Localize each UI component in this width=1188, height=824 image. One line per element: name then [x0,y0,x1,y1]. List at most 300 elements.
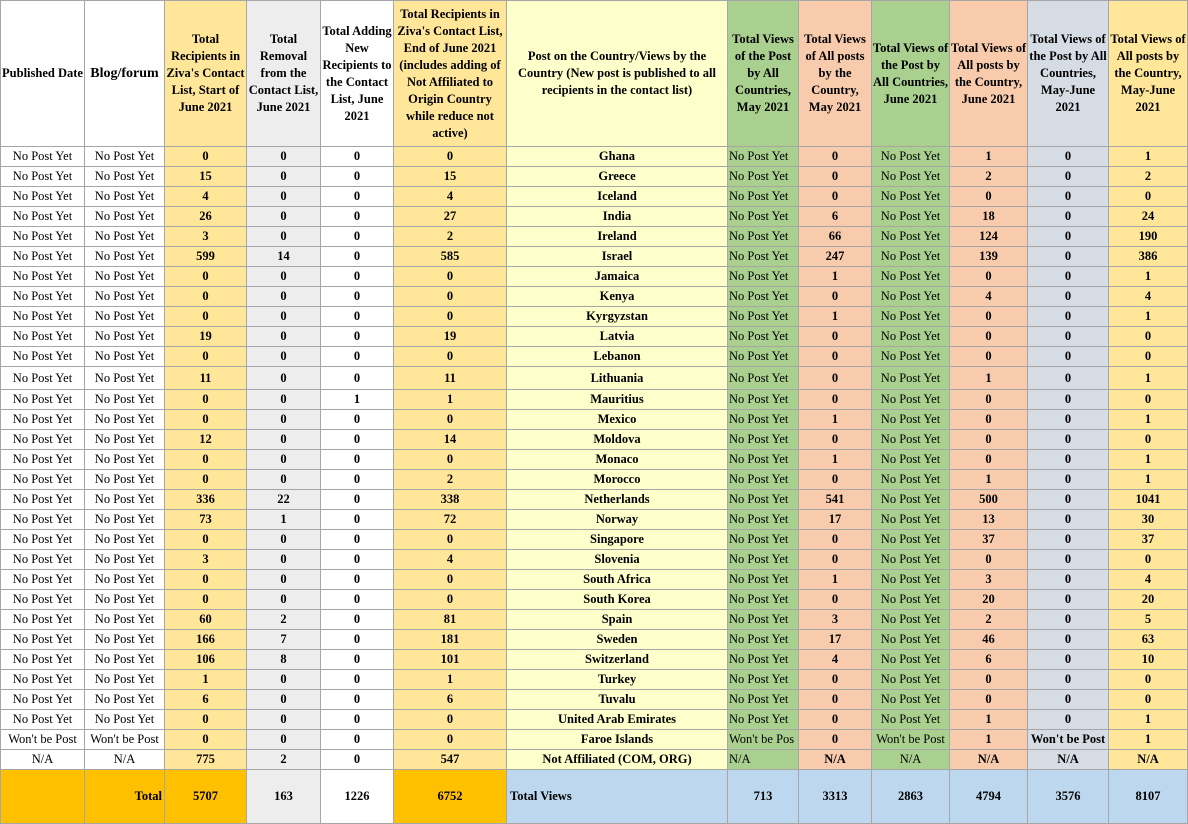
cell-views-post-mayjune: 0 [1028,267,1109,287]
cell-views-post-june: No Post Yet [872,630,950,650]
cell-views-all-mayjune: 1 [1109,410,1188,430]
cell-adding: 0 [321,410,394,430]
cell-country: Jamaica [507,267,728,287]
cell-blog-forum: No Post Yet [85,227,165,247]
cell-recipients-end: 101 [394,650,507,670]
table-row [1,470,1188,490]
header-removal: Total Removal from the Contact List, June 2021 [247,1,321,147]
cell-recipients-end: 0 [394,410,507,430]
cell-published-date: No Post Yet [1,430,85,450]
table-row [1,650,1188,670]
cell-views-post-june: No Post Yet [872,410,950,430]
cell-recipients-end: 0 [394,730,507,750]
cell-recipients-start: 0 [165,390,247,410]
cell-removal: 0 [247,187,321,207]
cell-views-all-june: 0 [950,187,1028,207]
cell-adding: 0 [321,287,394,307]
table-row [1,610,1188,630]
cell-adding: 0 [321,510,394,530]
table-row [1,167,1188,187]
table-row [1,147,1188,167]
cell-views-post-mayjune: 0 [1028,147,1109,167]
cell-views-all-mayjune: 0 [1109,187,1188,207]
cell-published-date: No Post Yet [1,510,85,530]
cell-views-all-mayjune: 1 [1109,307,1188,327]
cell-adding: 0 [321,570,394,590]
cell-country: Netherlands [507,490,728,510]
cell-recipients-end: 14 [394,430,507,450]
cell-blog-forum: No Post Yet [85,207,165,227]
cell-views-post-may: No Post Yet [728,327,799,347]
cell-recipients-start: 0 [165,450,247,470]
total-empty-cell [1,770,85,824]
cell-published-date: No Post Yet [1,690,85,710]
cell-views-all-mayjune: 0 [1109,347,1188,367]
cell-views-all-may: 66 [799,227,872,247]
header-recipients-start: Total Recipients in Ziva's Contact List, Start of June 2021 [165,1,247,147]
total-views-all-june: 4794 [950,770,1028,824]
cell-recipients-end: 547 [394,750,507,770]
cell-views-all-mayjune: 20 [1109,590,1188,610]
table-row [1,510,1188,530]
cell-views-post-may: No Post Yet [728,510,799,530]
cell-views-all-mayjune: 1 [1109,450,1188,470]
cell-recipients-end: 11 [394,367,507,390]
cell-views-post-june: No Post Yet [872,670,950,690]
cell-blog-forum: No Post Yet [85,670,165,690]
cell-views-all-mayjune: 1 [1109,267,1188,287]
cell-views-all-june: 6 [950,650,1028,670]
cell-views-all-mayjune: 4 [1109,570,1188,590]
cell-published-date: No Post Yet [1,227,85,247]
cell-removal: 0 [247,430,321,450]
cell-views-post-june: No Post Yet [872,610,950,630]
cell-published-date: No Post Yet [1,530,85,550]
cell-views-all-june: 0 [950,267,1028,287]
cell-blog-forum: No Post Yet [85,347,165,367]
cell-published-date: No Post Yet [1,490,85,510]
cell-views-post-mayjune: 0 [1028,187,1109,207]
cell-removal: 0 [247,670,321,690]
cell-views-all-may: 0 [799,430,872,450]
table-row [1,367,1188,390]
cell-views-post-may: No Post Yet [728,307,799,327]
cell-views-all-june: 0 [950,390,1028,410]
cell-views-all-june: 0 [950,327,1028,347]
cell-adding: 0 [321,470,394,490]
cell-country: Greece [507,167,728,187]
cell-recipients-start: 0 [165,347,247,367]
cell-views-post-mayjune: 0 [1028,570,1109,590]
cell-country: Ghana [507,147,728,167]
cell-country: Iceland [507,187,728,207]
cell-views-all-may: 0 [799,670,872,690]
cell-recipients-end: 181 [394,630,507,650]
cell-views-post-may: No Post Yet [728,390,799,410]
cell-country: Ireland [507,227,728,247]
cell-views-post-may: No Post Yet [728,147,799,167]
cell-views-post-may: Won't be Pos [728,730,799,750]
header-row [1,1,1188,147]
cell-views-all-mayjune: 0 [1109,430,1188,450]
cell-recipients-start: 0 [165,710,247,730]
cell-views-all-june: 3 [950,570,1028,590]
cell-recipients-end: 0 [394,590,507,610]
cell-removal: 22 [247,490,321,510]
cell-views-post-june: No Post Yet [872,327,950,347]
table-row [1,287,1188,307]
cell-recipients-end: 0 [394,307,507,327]
table-row [1,710,1188,730]
cell-blog-forum: No Post Yet [85,470,165,490]
cell-adding: 0 [321,367,394,390]
cell-views-all-may: 0 [799,530,872,550]
cell-views-post-mayjune: 0 [1028,610,1109,630]
cell-views-post-may: No Post Yet [728,430,799,450]
cell-blog-forum: N/A [85,750,165,770]
cell-adding: 0 [321,650,394,670]
cell-recipients-start: 15 [165,167,247,187]
cell-views-post-june: No Post Yet [872,287,950,307]
cell-views-post-mayjune: 0 [1028,167,1109,187]
cell-removal: 0 [247,690,321,710]
cell-recipients-end: 0 [394,530,507,550]
cell-recipients-end: 0 [394,267,507,287]
cell-removal: 14 [247,247,321,267]
cell-views-all-june: 0 [950,550,1028,570]
cell-published-date: No Post Yet [1,167,85,187]
table-row [1,430,1188,450]
cell-recipients-start: 166 [165,630,247,650]
cell-country: Spain [507,610,728,630]
cell-removal: 8 [247,650,321,670]
total-label: Total [85,770,165,824]
cell-published-date: No Post Yet [1,147,85,167]
cell-views-post-june: No Post Yet [872,390,950,410]
cell-views-all-may: 0 [799,730,872,750]
cell-adding: 0 [321,590,394,610]
cell-views-all-mayjune: 0 [1109,390,1188,410]
cell-country: Not Affiliated (COM, ORG) [507,750,728,770]
cell-recipients-start: 0 [165,287,247,307]
cell-views-post-june: No Post Yet [872,490,950,510]
cell-views-all-mayjune: 0 [1109,670,1188,690]
cell-views-all-may: 0 [799,590,872,610]
cell-views-all-may: 0 [799,347,872,367]
table-row [1,490,1188,510]
cell-removal: 0 [247,227,321,247]
cell-published-date: No Post Yet [1,187,85,207]
cell-views-all-may: 1 [799,267,872,287]
cell-adding: 0 [321,530,394,550]
cell-country: Moldova [507,430,728,450]
cell-views-post-may: No Post Yet [728,207,799,227]
cell-views-post-june: No Post Yet [872,570,950,590]
cell-country: South Africa [507,570,728,590]
cell-removal: 0 [247,390,321,410]
table-row [1,327,1188,347]
cell-recipients-start: 11 [165,367,247,390]
cell-removal: 0 [247,207,321,227]
cell-views-post-mayjune: Won't be Post [1028,730,1109,750]
cell-adding: 0 [321,450,394,470]
cell-views-post-june: No Post Yet [872,450,950,470]
cell-adding: 0 [321,207,394,227]
cell-views-all-june: 124 [950,227,1028,247]
cell-views-post-may: No Post Yet [728,470,799,490]
cell-country: Monaco [507,450,728,470]
cell-published-date: No Post Yet [1,570,85,590]
cell-views-post-mayjune: 0 [1028,590,1109,610]
cell-blog-forum: No Post Yet [85,367,165,390]
cell-adding: 0 [321,227,394,247]
cell-views-all-june: 46 [950,630,1028,650]
cell-views-post-mayjune: 0 [1028,347,1109,367]
header-views-all-may: Total Views of All posts by the Country, May 2021 [799,1,872,147]
cell-views-all-june: 20 [950,590,1028,610]
cell-removal: 0 [247,710,321,730]
cell-views-post-june: No Post Yet [872,430,950,450]
cell-views-post-mayjune: 0 [1028,430,1109,450]
cell-views-post-june: No Post Yet [872,247,950,267]
cell-views-all-may: N/A [799,750,872,770]
cell-views-post-june: No Post Yet [872,530,950,550]
total-views-all-mayjune: 8107 [1109,770,1188,824]
cell-views-post-june: N/A [872,750,950,770]
cell-views-post-june: No Post Yet [872,307,950,327]
cell-published-date: No Post Yet [1,347,85,367]
cell-country: Faroe Islands [507,730,728,750]
cell-adding: 0 [321,750,394,770]
cell-recipients-start: 3 [165,550,247,570]
cell-views-post-may: No Post Yet [728,267,799,287]
total-removal: 163 [247,770,321,824]
cell-views-post-may: No Post Yet [728,650,799,670]
cell-views-all-mayjune: N/A [1109,750,1188,770]
cell-views-all-june: 0 [950,670,1028,690]
cell-views-post-mayjune: 0 [1028,630,1109,650]
cell-views-post-june: Won't be Post [872,730,950,750]
total-recipients-end: 6752 [394,770,507,824]
cell-views-post-may: No Post Yet [728,247,799,267]
cell-blog-forum: No Post Yet [85,167,165,187]
cell-views-post-may: No Post Yet [728,410,799,430]
cell-adding: 0 [321,550,394,570]
cell-removal: 7 [247,630,321,650]
cell-views-all-june: 1 [950,367,1028,390]
cell-adding: 0 [321,610,394,630]
cell-recipients-start: 0 [165,307,247,327]
cell-views-all-may: 0 [799,187,872,207]
cell-country: Switzerland [507,650,728,670]
cell-blog-forum: No Post Yet [85,430,165,450]
cell-recipients-start: 0 [165,530,247,550]
cell-country: Morocco [507,470,728,490]
cell-recipients-start: 0 [165,267,247,287]
cell-views-post-june: No Post Yet [872,187,950,207]
cell-views-all-may: 541 [799,490,872,510]
cell-views-all-june: 1 [950,730,1028,750]
table-row [1,390,1188,410]
cell-views-all-may: 1 [799,307,872,327]
cell-recipients-start: 12 [165,430,247,450]
cell-recipients-end: 338 [394,490,507,510]
cell-removal: 0 [247,730,321,750]
cell-country: Kenya [507,287,728,307]
cell-views-post-june: No Post Yet [872,267,950,287]
cell-blog-forum: No Post Yet [85,510,165,530]
cell-views-all-june: 1 [950,147,1028,167]
cell-views-post-may: No Post Yet [728,227,799,247]
cell-blog-forum: No Post Yet [85,390,165,410]
cell-removal: 0 [247,570,321,590]
cell-views-post-june: No Post Yet [872,710,950,730]
cell-adding: 0 [321,167,394,187]
cell-views-all-mayjune: 386 [1109,247,1188,267]
cell-views-all-june: 0 [950,690,1028,710]
cell-adding: 0 [321,490,394,510]
cell-views-post-mayjune: 0 [1028,287,1109,307]
cell-blog-forum: No Post Yet [85,267,165,287]
cell-views-post-mayjune: 0 [1028,710,1109,730]
cell-views-all-mayjune: 0 [1109,327,1188,347]
cell-views-post-mayjune: 0 [1028,530,1109,550]
cell-blog-forum: No Post Yet [85,530,165,550]
cell-recipients-end: 0 [394,147,507,167]
cell-blog-forum: No Post Yet [85,247,165,267]
cell-recipients-start: 0 [165,590,247,610]
cell-recipients-end: 81 [394,610,507,630]
cell-views-all-mayjune: 190 [1109,227,1188,247]
cell-adding: 0 [321,690,394,710]
table-row [1,347,1188,367]
header-published-date: Published Date [1,1,85,147]
cell-adding: 0 [321,247,394,267]
cell-recipients-start: 60 [165,610,247,630]
table-body [1,147,1188,770]
cell-recipients-end: 27 [394,207,507,227]
cell-views-post-mayjune: 0 [1028,390,1109,410]
cell-blog-forum: No Post Yet [85,610,165,630]
cell-country: Turkey [507,670,728,690]
cell-views-post-may: No Post Yet [728,187,799,207]
total-views-post-june: 2863 [872,770,950,824]
cell-views-post-may: No Post Yet [728,450,799,470]
cell-views-all-may: 0 [799,390,872,410]
cell-adding: 0 [321,307,394,327]
cell-views-all-may: 17 [799,510,872,530]
cell-views-all-may: 0 [799,710,872,730]
cell-views-all-mayjune: 1041 [1109,490,1188,510]
cell-removal: 2 [247,750,321,770]
cell-published-date: No Post Yet [1,610,85,630]
cell-blog-forum: No Post Yet [85,590,165,610]
cell-views-all-mayjune: 2 [1109,167,1188,187]
cell-removal: 0 [247,367,321,390]
cell-adding: 0 [321,147,394,167]
cell-published-date: No Post Yet [1,307,85,327]
total-views-label: Total Views [507,770,728,824]
total-views-all-may: 3313 [799,770,872,824]
cell-recipients-end: 585 [394,247,507,267]
header-views-all-mayjune: Total Views of All posts by the Country, May-June 2021 [1109,1,1188,147]
cell-views-all-may: 0 [799,167,872,187]
table-row [1,590,1188,610]
cell-views-all-may: 0 [799,287,872,307]
cell-views-post-may: No Post Yet [728,610,799,630]
cell-published-date: Won't be Post [1,730,85,750]
cell-views-all-may: 0 [799,147,872,167]
cell-recipients-end: 19 [394,327,507,347]
cell-views-post-mayjune: 0 [1028,690,1109,710]
cell-recipients-end: 6 [394,690,507,710]
total-adding: 1226 [321,770,394,824]
cell-published-date: No Post Yet [1,710,85,730]
cell-views-all-may: 0 [799,367,872,390]
cell-views-post-may: No Post Yet [728,710,799,730]
table-row [1,670,1188,690]
cell-views-all-june: 2 [950,610,1028,630]
cell-views-post-mayjune: 0 [1028,227,1109,247]
cell-views-post-mayjune: 0 [1028,470,1109,490]
cell-views-all-june: 1 [950,710,1028,730]
cell-published-date: No Post Yet [1,367,85,390]
cell-blog-forum: No Post Yet [85,147,165,167]
cell-recipients-start: 1 [165,670,247,690]
cell-removal: 0 [247,327,321,347]
cell-views-post-june: No Post Yet [872,650,950,670]
cell-published-date: No Post Yet [1,650,85,670]
cell-recipients-start: 336 [165,490,247,510]
cell-views-all-may: 1 [799,410,872,430]
cell-views-all-june: 0 [950,430,1028,450]
cell-views-post-may: No Post Yet [728,530,799,550]
cell-removal: 0 [247,530,321,550]
cell-removal: 0 [247,267,321,287]
cell-adding: 0 [321,730,394,750]
cell-country: United Arab Emirates [507,710,728,730]
cell-blog-forum: No Post Yet [85,450,165,470]
cell-views-post-may: No Post Yet [728,167,799,187]
cell-recipients-start: 19 [165,327,247,347]
table-row [1,307,1188,327]
cell-country: India [507,207,728,227]
cell-removal: 1 [247,510,321,530]
cell-adding: 0 [321,267,394,287]
cell-adding: 0 [321,670,394,690]
cell-country: Latvia [507,327,728,347]
cell-views-all-may: 0 [799,550,872,570]
header-views-all-june: Total Views of All posts by the Country, June 2021 [950,1,1028,147]
table-row [1,550,1188,570]
cell-published-date: No Post Yet [1,630,85,650]
cell-views-post-mayjune: N/A [1028,750,1109,770]
cell-views-post-june: No Post Yet [872,590,950,610]
cell-blog-forum: No Post Yet [85,287,165,307]
cell-country: Singapore [507,530,728,550]
cell-views-post-may: No Post Yet [728,347,799,367]
cell-blog-forum: No Post Yet [85,690,165,710]
cell-views-post-june: No Post Yet [872,367,950,390]
cell-recipients-start: 0 [165,147,247,167]
cell-country: Kyrgyzstan [507,307,728,327]
cell-blog-forum: No Post Yet [85,490,165,510]
cell-views-post-mayjune: 0 [1028,490,1109,510]
cell-published-date: No Post Yet [1,207,85,227]
cell-recipients-start: 106 [165,650,247,670]
cell-views-all-mayjune: 24 [1109,207,1188,227]
cell-published-date: No Post Yet [1,410,85,430]
